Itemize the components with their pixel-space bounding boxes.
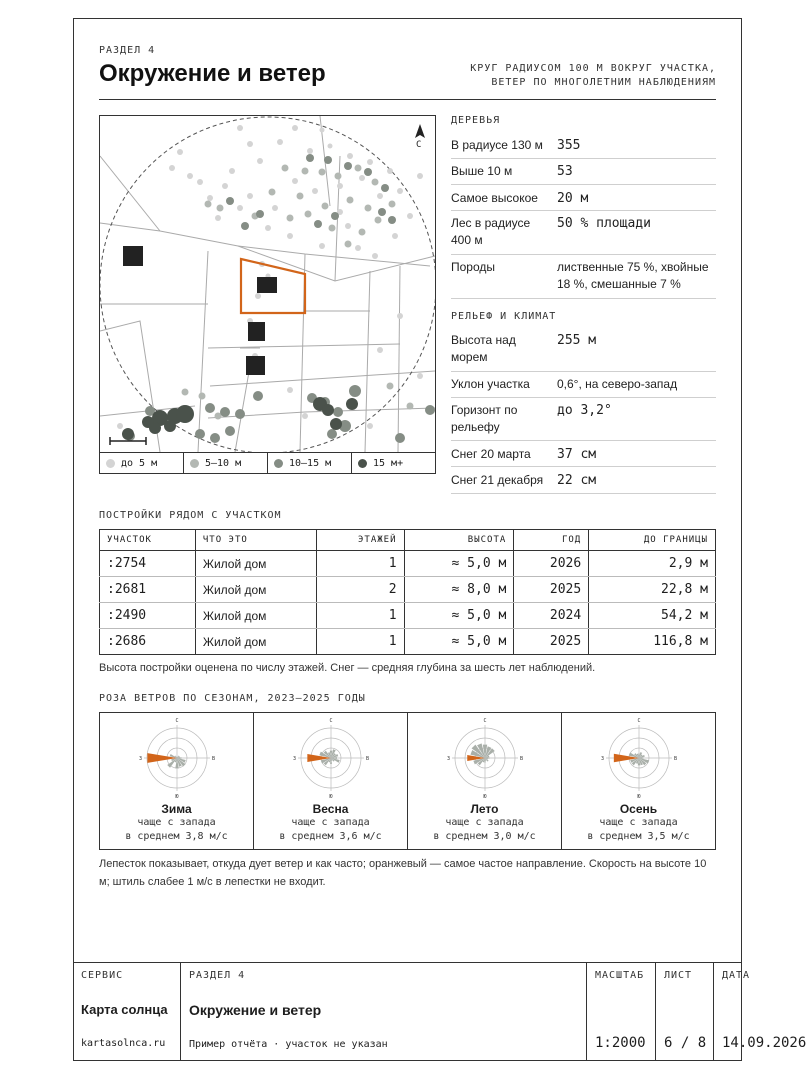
rose-label-east: В [674,756,678,762]
table-header-row [100,530,716,551]
season-desc: чаще с запада в среднем 3,6 м/с [279,817,382,842]
column-header: ВЫСОТА [404,530,514,551]
fact-row: Высота над морем 255 м [451,329,716,372]
footer-section: РАЗДЕЛ 4 Окружение и ветер Пример отчёта · участок не указан [181,963,587,1061]
legend-dot-icon [106,459,115,468]
service-url: kartasolnca.ru [81,1038,166,1049]
section-label: РАЗДЕЛ 4 [99,45,156,56]
table-row: :2754 Жилой дом 1 ≈ 5,0 м 2026 2,9 м [100,551,716,577]
rose-label-west: З [138,756,142,762]
trees-tall [125,154,435,443]
building-2490 [246,356,265,375]
legend-item-small: до 5 м [100,453,184,473]
legend-dot-icon [358,459,367,468]
season-desc: чаще с запада в среднем 3,0 м/с [433,817,536,842]
footer-section-note: Пример отчёта · участок не указан [189,1039,388,1050]
season-name: Лето [470,802,499,816]
fact-row: Породы лиственные 75 %, хвойные 18 %, смешанные 7 % [451,255,716,299]
rose-chart [440,715,530,801]
building-2681 [248,322,265,341]
column-header: ДО ГРАНИЦЫ [589,530,716,551]
trees-medium [182,165,414,420]
fact-row: Самое высокое 20 м [451,185,716,211]
wind-note: Лепесток показывает, откуда дует ветер и как часто; оранжевый — самое частое направление. Скорость на высоте 10 м; штиль слабее 1 м/с в лепестки не входит. [99,858,707,888]
header-divider [99,99,716,100]
footer-date: ДАТА 14.09.2026 [722,970,806,1051]
fact-row: Уклон участка 0,6°, на северо-запад [451,372,716,398]
footer-sheet: ЛИСТ 6 / 8 [656,963,714,1061]
rose-label-south: Ю [637,794,641,800]
rose-chart [132,715,222,801]
rose-label-north: С [329,718,333,724]
footer-service: СЕРВИС Карта солнца kartasolnca.ru [73,963,181,1061]
season-desc: чаще с запада в среднем 3,8 м/с [125,817,228,842]
rose-label-west: З [600,756,604,762]
fact-row: Снег 21 декабря 22 см [451,467,716,494]
rose-label-east: В [366,756,370,762]
surroundings-map [99,115,436,474]
table-row: :2681 Жилой дом 2 ≈ 8,0 м 2025 22,8 м [100,577,716,603]
legend-item-medium: 5–10 м [184,453,268,473]
subtitle-line-1: КРУГ РАДИУСОМ 100 М ВОКРУГ УЧАСТКА, [470,63,716,74]
subtitle-line-2: ВЕТЕР ПО МНОГОЛЕТНИМ НАБЛЮДЕНИЯМ [491,77,716,88]
buildings-heading: ПОСТРОЙКИ РЯДОМ С УЧАСТКОМ [99,510,282,521]
rose-chart [594,715,684,801]
relief-heading: РЕЛЬЕФ И КЛИМАТ [451,311,557,322]
legend-item-tall: 10–15 м [268,453,352,473]
season-name: Весна [312,802,349,816]
table-row: :2686 Жилой дом 1 ≈ 5,0 м 2025 116,8 м [100,629,716,655]
footer-scale: МАСШТАБ 1:2000 [587,963,656,1061]
legend-dot-icon [274,459,283,468]
building-west [123,246,143,266]
wind-rose-summer [408,713,562,849]
page-subtitle [470,62,716,90]
service-name: Карта солнца [81,1002,168,1017]
column-header: ЧТО ЭТО [195,530,316,551]
rose-label-north: С [637,718,641,724]
legend-item-very-tall: 15 м+ [352,453,435,473]
building-2754 [257,277,277,293]
fact-row: Лес в радиусе 400 м 50 % площади [451,211,716,255]
buildings-note: Высота постройки оценена по числу этажей. Снег — средняя глубина за шесть лет наблюдений. [99,662,596,674]
column-header: ГОД [514,530,589,551]
rose-label-north: С [175,718,179,724]
table-row: :2490 Жилой дом 1 ≈ 5,0 м 2024 54,2 м [100,603,716,629]
footer-section-title: Окружение и ветер [189,1002,322,1018]
rose-label-north: С [483,718,487,724]
rose-label-south: Ю [329,794,333,800]
wind-rose-winter [100,713,254,849]
fact-row: Горизонт по рельефу до 3,2° [451,398,716,441]
wind-rose-autumn [562,713,715,849]
page-title: Окружение и ветер [99,60,326,87]
map-canvas [100,116,435,452]
season-name: Зима [161,802,192,816]
season-desc: чаще с запада в среднем 3,5 м/с [587,817,690,842]
fact-row: В радиусе 130 м 355 [451,133,716,159]
buildings-table [99,529,716,655]
rose-label-west: З [292,756,296,762]
wind-heading: РОЗА ВЕТРОВ ПО СЕЗОНАМ, 2023–2025 ГОДЫ [99,693,366,704]
rose-label-south: Ю [175,794,179,800]
footer [73,962,806,1061]
season-name: Осень [619,802,658,816]
rose-label-east: В [520,756,524,762]
trees-heading: ДЕРЕВЬЯ [451,115,501,126]
north-arrow-icon [415,124,425,138]
wind-rose-spring [254,713,408,849]
fact-row: Снег 20 марта 37 см [451,441,716,467]
column-header: ЭТАЖЕЙ [316,530,404,551]
rose-label-south: Ю [483,794,487,800]
map-legend [100,452,435,473]
column-header: УЧАСТОК [100,530,196,551]
rose-label-west: З [446,756,450,762]
legend-dot-icon [190,459,199,468]
rose-chart [286,715,376,801]
wind-roses [99,712,716,850]
north-label: С [416,140,422,150]
rose-label-east: В [212,756,216,762]
fact-row: Выше 10 м 53 [451,159,716,185]
